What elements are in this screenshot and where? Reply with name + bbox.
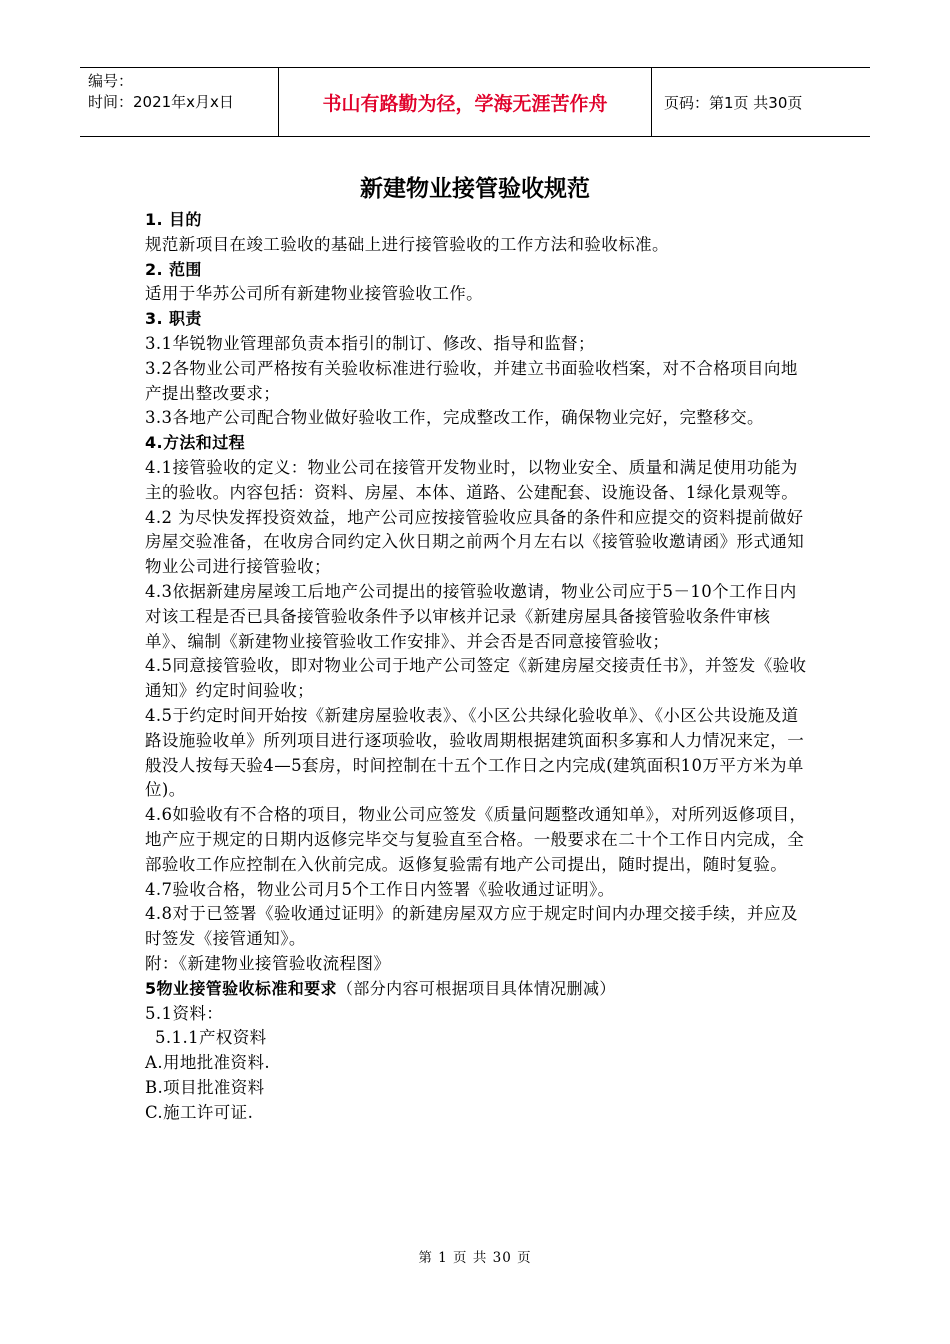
paragraph: 3.2各物业公司严格按有关验收标准进行验收，并建立书面验收档案，对不合格项目向地产提出整改要求； bbox=[145, 358, 798, 403]
document-title: 新建物业接管验收规范 bbox=[360, 176, 590, 202]
header-motto: 书山有路勤为径，学海无涯苦作舟 bbox=[278, 68, 652, 136]
paragraph: 4.6如验收有不合格的项目，物业公司应签发《质量问题整改通知单》，对所列返修项目，地产应于规定的日期内返修完毕交与复验直至合格。一般要求在二十个工作日内完成，全部验收工作应控制在入伙前完成。返修复验需有地产公司提出，随时提出，随时复验。 bbox=[145, 805, 807, 874]
paragraph: 5.1资料： bbox=[145, 1003, 224, 1023]
paragraph: 4.3依据新建房屋竣工后地产公司提出的接管验收邀请，物业公司应于5－10个工作日内对该工程是否已具备接管验收条件予以审核并记录《新建房屋具备接管验收条件审核单》、编制《新建物业接管验收工作安排》、并会否是否同意接管验收； bbox=[145, 581, 797, 651]
paragraph: 规范新项目在竣工验收的基础上进行接管验收的工作方法和验收标准。 bbox=[145, 234, 669, 254]
section-heading: 4.方法和过程 bbox=[145, 433, 246, 453]
paragraph: 4.1接管验收的定义：物业公司在接管开发物业时，以物业安全、质量和满足使用功能为主的验收。内容包括：资料、房屋、本体、道路、公建配套、设施设备、1绿化景观等。 bbox=[145, 457, 799, 502]
paragraph: 4.5同意接管验收，即对物业公司于地产公司签定《新建房屋交接责任书》，并签发《验收通知》约定时间验收； bbox=[145, 656, 807, 701]
page-header bbox=[80, 67, 870, 137]
list-item: B.项目批准资料 bbox=[145, 1077, 265, 1097]
paragraph: 4.5于约定时间开始按《新建房屋验收表》、《小区公共绿化验收单》、《小区公共设施及道路设施验收单》所列项目进行逐项验收，验收周期根据建筑面积多寡和人力情况来定，一般没人按每天验4—5套房，时间控制在十五个工作日之内完成(建筑面积10万平方米为单位)。 bbox=[145, 705, 805, 800]
page-footer: 第 1 页 共 30 页 bbox=[418, 1250, 532, 1266]
document-body bbox=[145, 208, 810, 1125]
header-meta bbox=[80, 68, 278, 136]
section-heading-text: 5物业接管验收标准和要求 bbox=[145, 978, 337, 998]
paragraph: 4.7验收合格，物业公司月5个工作日内签署《验收通过证明》。 bbox=[145, 879, 615, 899]
section-heading: 1. 目的 bbox=[145, 210, 202, 229]
section-note: （部分内容可根据项目具体情况删减） bbox=[336, 978, 616, 998]
header-page-info: 页码：第1页 共30页 bbox=[664, 93, 803, 112]
paragraph: 适用于华苏公司所有新建物业接管验收工作。 bbox=[145, 284, 483, 304]
section-heading: 3. 职责 bbox=[145, 309, 202, 329]
paragraph: 3.3各地产公司配合物业做好验收工作，完成整改工作，确保物业完好，完整移交。 bbox=[145, 408, 764, 428]
time-label: 时间：2021年x月x日 bbox=[88, 93, 234, 111]
paragraph: 4.8对于已签署《验收通过证明》的新建房屋双方应于规定时间内办理交接手续，并应及时签发《接管通知》。 bbox=[145, 904, 798, 949]
section-heading: 2. 范围 bbox=[145, 259, 202, 279]
section-heading-5 bbox=[145, 977, 810, 1002]
list-item: A.用地批准资料. bbox=[145, 1053, 271, 1073]
appendix-line: 附：《新建物业接管验收流程图》 bbox=[145, 953, 391, 973]
number-label: 编号： bbox=[88, 72, 134, 90]
list-item: C.施工许可证. bbox=[145, 1102, 254, 1122]
paragraph: 5.1.1产权资料 bbox=[155, 1028, 267, 1048]
paragraph: 4.2 为尽快发挥投资效益，地产公司应按接管验收应具备的条件和应提交的资料提前做好房屋交验准备，在收房合同约定入伙日期之前两个月左右以《接管验收邀请函》形式通知物业公司进行接管验收； bbox=[145, 507, 805, 577]
paragraph: 3.1华锐物业管理部负责本指引的制订、修改、指导和监督； bbox=[145, 333, 595, 353]
